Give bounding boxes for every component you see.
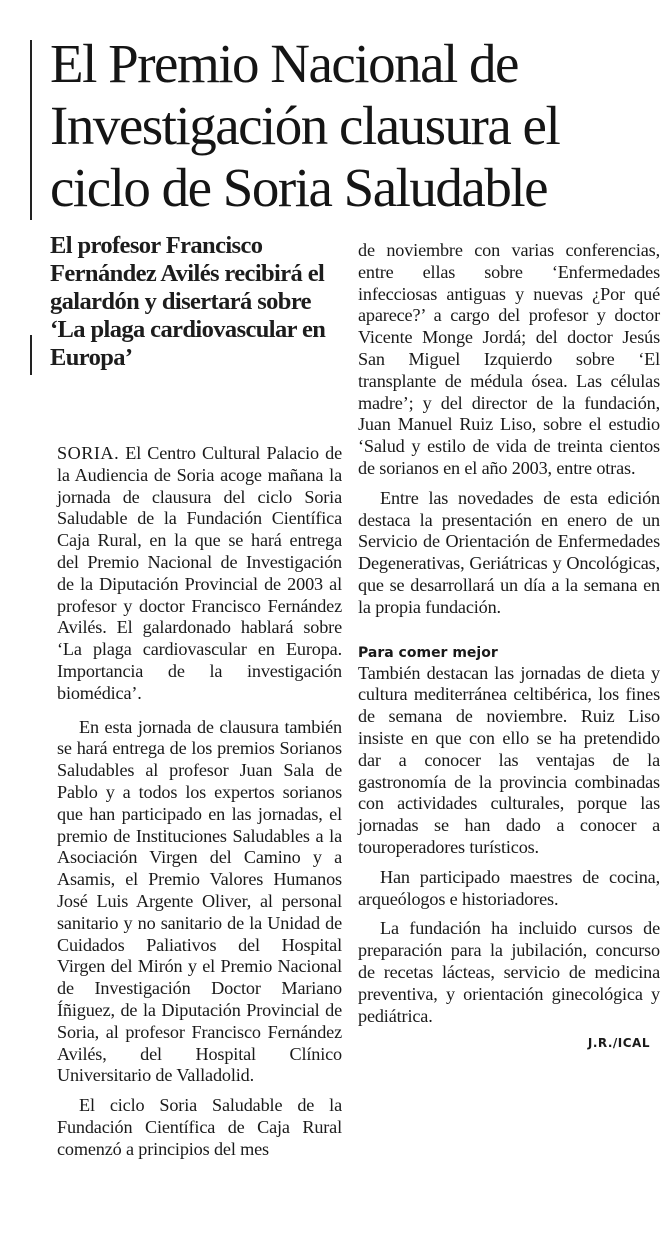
paragraph-6: Han participado maestres de cocina, arqueólogos e historiadores.	[358, 866, 660, 909]
headline-rule	[30, 40, 32, 220]
paragraph-7: La fundación ha incluido cursos de preparación para la jubilación, concurso de recetas lácteas, servicio de medicina preventiva, y orientación ginecológica y pediátrica.	[358, 918, 660, 1026]
paragraph-3: El ciclo Soria Saludable de la Fundación Científica de Caja Rural comenzó a principios del mes	[57, 1095, 342, 1159]
paragraph-4: Entre las novedades de esta edición destaca la presentación en enero de un Servicio de Orientación de Enfermedades Degenerativas, Geriátricas y Oncológicas, que se desarrollará un día a la semana en la propia fundación.	[358, 487, 660, 617]
paragraph-3-continued: de noviembre con varias conferencias, entre ellas sobre ‘Enfermedades infecciosas antiguas y nuevas ¿Por qué aparece?’ a cargo del profesor y doctor Vicente Monge Jordá; del doctor Jesús San Miguel Izquierdo sobre ‘El transplante de médula ósea. Las células madre’; y del director de la fundación, Juan Manuel Ruiz Liso, sobre el estudio ‘Salud y estilo de vida de treinta cientos de sorianos en el año 2003, entre otras.	[358, 240, 660, 478]
paragraph-2: En esta jornada de clausura también se hará entrega de los premios Sorianos Saludables al profesor Juan Sala de Pablo y a todos los expertos sorianos que han participado en las jornadas, el premio de Instituciones Saludables a la Asociación Virgen del Camino y a Asamis, el Premio Valores Humanos José Luis Argente Oliver, al personal sanitario y no sanitario de la Unidad de Cuidados Paliativos del Hospital Virgen del Mirón y el Premio Nacional de Investigación Doctor Mariano Íñiguez, de la Diputación Provincial de Soria, al profesor Francisco Fernández Avilés, del Hospital Clínico Universitario de Valladolid.	[57, 716, 342, 1086]
byline: J.R./ICAL	[587, 1036, 650, 1051]
dateline: SORIA.	[57, 443, 120, 463]
paragraph-5: También destacan las jornadas de dieta y cultura mediterránea celtibérica, los fines de semana de noviembre. Ruiz Liso insiste en que con ello se ha pretendido dar a conocer las ventajas de la gastronomía de la provincia combinadas con actividades culturales, porque las jornadas se han dado a conocer a touroperadores turísticos.	[358, 662, 660, 857]
crosshead: Para comer mejor	[358, 644, 498, 661]
column-left	[57, 443, 342, 1161]
subheadline: El profesor Francisco Fernández Avilés recibirá el galardón y disertará sobre ‘La plaga cardiovascular en Europa’	[50, 232, 326, 371]
subhead-rule	[30, 335, 32, 375]
paragraph-1	[57, 443, 342, 705]
column-right	[358, 240, 660, 1055]
paragraph-1-text: El Centro Cultural Palacio de la Audiencia de Soria acoge mañana la jornada de clausura del ciclo Soria Saludable de la Fundación Científica Caja Rural, en la que se hará entrega del Premio Nacional de Investigación de la Diputación Provincial de 2003 al profesor y doctor Francisco Fernández Avilés. El galardonado hablará sobre ‘La plaga cardiovascular en Europa. Importancia de la investigación biomédica’.	[57, 443, 342, 703]
headline: El Premio Nacional de Investigación clausura el ciclo de Soria Saludable	[50, 33, 560, 218]
